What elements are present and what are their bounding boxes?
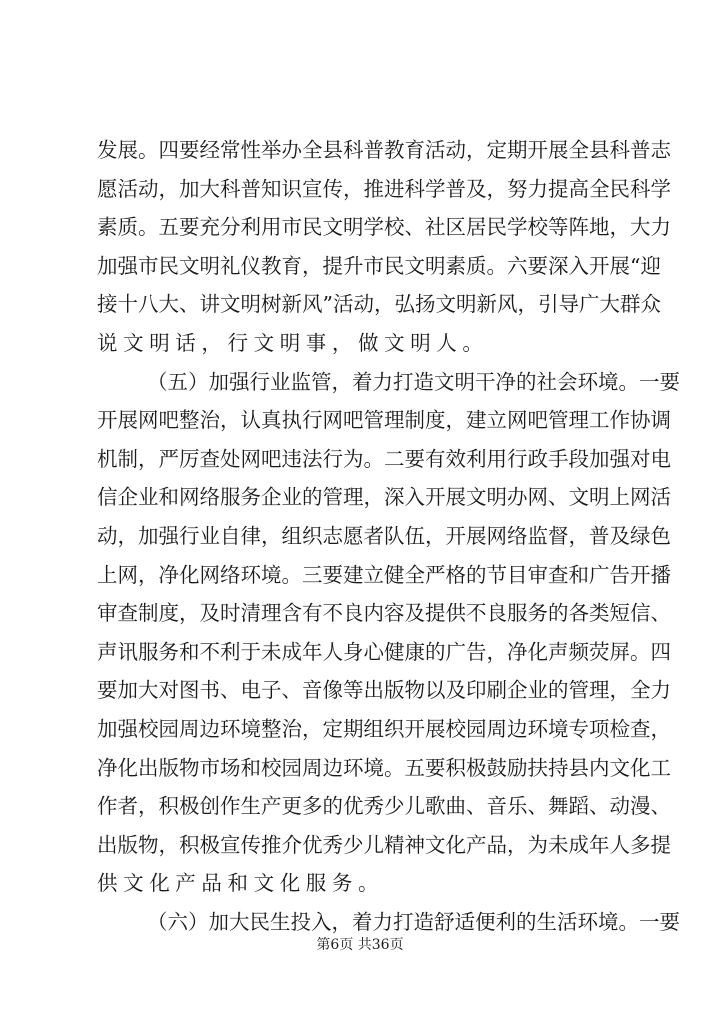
text-line: 机制，严厉查处网吧违法行为。二要有效利用行政手段加强对电 [97,446,671,471]
text-line: 作者，积极创作生产更多的优秀少儿歌曲、音乐、舞蹈、动漫、 [97,794,671,819]
text-line: （六）加大民生投入，着力打造舒适便利的生活环境。一要 [147,909,680,934]
text-line: （五）加强行业监管，着力打造文明干净的社会环境。一要 [147,369,680,394]
text-line: 声讯服务和不利于未成年人身心健康的广告，净化声频荧屏。四 [97,639,671,664]
text-line: 开展网吧整治，认真执行网吧管理制度，建立网吧管理工作协调 [97,408,671,433]
text-line: 净化出版物市场和校园周边环境。五要积极鼓励扶持县内文化工 [97,755,671,780]
text-line: 发展。四要经常性举办全县科普教育活动，定期开展全县科普志 [97,138,671,162]
text-line: 愿活动，加大科普知识宣传，推进科学普及，努力提高全民科学 [97,176,671,201]
text-line: 审查制度，及时清理含有不良内容及提供不良服务的各类短信、 [97,601,671,626]
text-line: 要加大对图书、电子、音像等出版物以及印刷企业的管理，全力 [97,678,671,703]
text-line: 加强市民文明礼仪教育，提升市民文明素质。六要深入开展“迎 [97,253,661,278]
text-line: 素质。五要充分利用市民文明学校、社区居民学校等阵地，大力 [97,215,671,240]
text-line: 供文化产品和文化服务。 [97,871,385,896]
page-footer: 第6页 共36页 [316,937,404,953]
text-line: 接十八大、讲文明树新风”活动，弘扬文明新风，引导广大群众 [97,292,661,317]
document-body [97,131,680,941]
text-line: 加强校园周边环境整治，定期组织开展校园周边环境专项检查， [97,716,671,741]
text-line: 信企业和网络服务企业的管理，深入开展文明办网、文明上网活 [97,485,671,510]
text-line: 说文明话，行文明事，做文明人。 [97,330,489,355]
text-line: 动，加强行业自律，组织志愿者队伍，开展网络监督，普及绿色 [97,523,671,548]
text-line: 出版物，积极宣传推介优秀少儿精神文化产品，为未成年人多提 [97,832,671,857]
text-line: 上网，净化网络环境。三要建立健全严格的节目审查和广告开播 [97,562,671,587]
